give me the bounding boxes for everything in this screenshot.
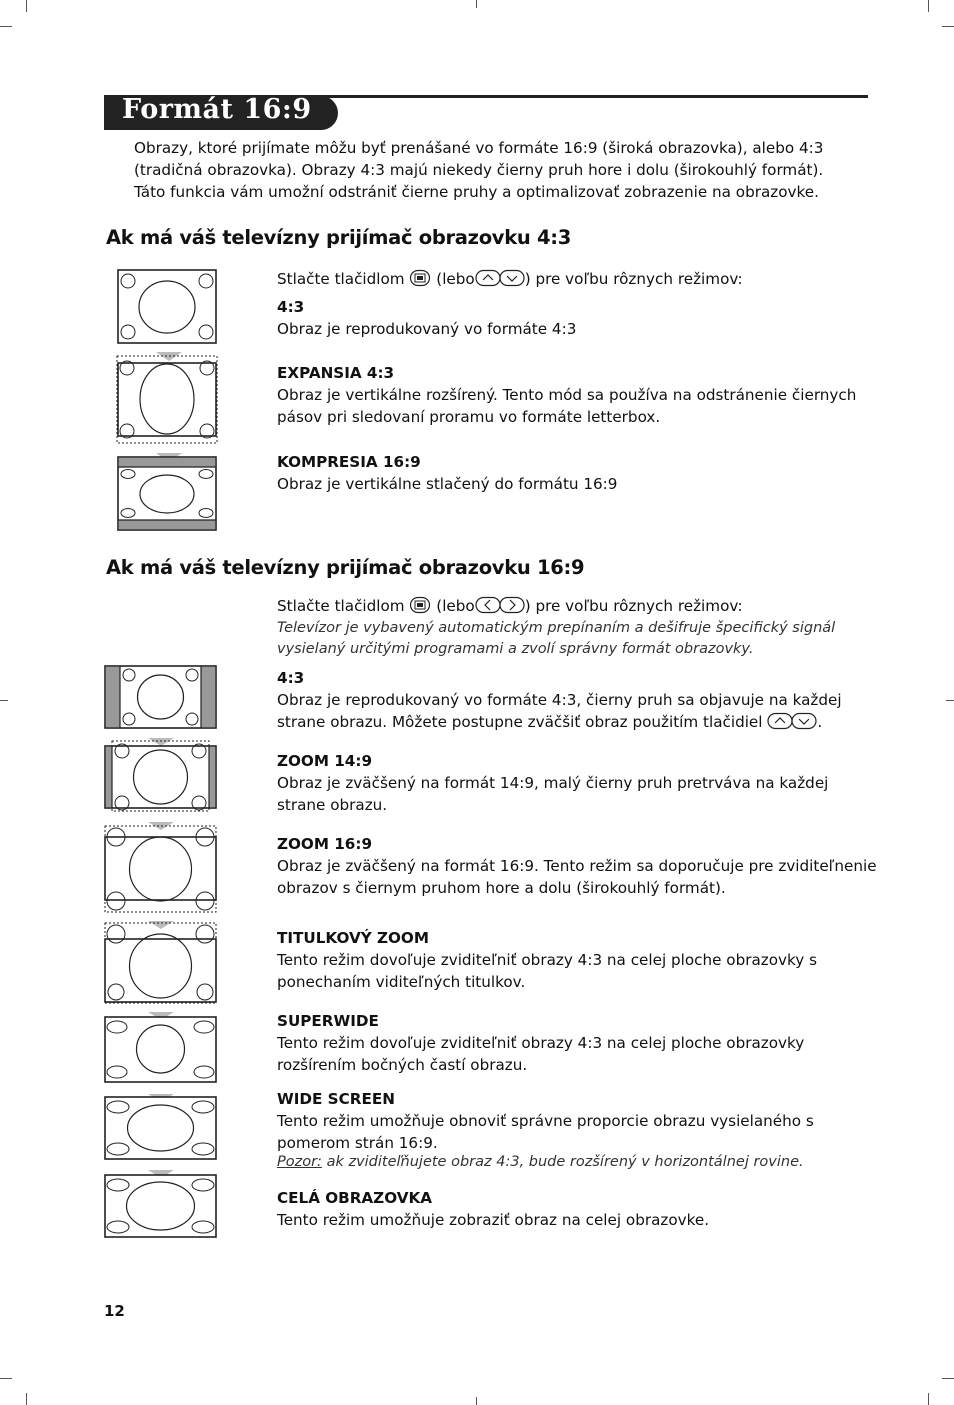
caution-label: Pozor: (277, 1154, 322, 1170)
up-down-keys-icon (475, 269, 525, 293)
screen-superwide-illustration (104, 1016, 217, 1084)
mode-169-43: 4:3 Obraz je reprodukovaný vo formáte 4:3, čierny pruh sa objavuje na každej strane obrazu. Môžete postupne zväčšiť obraz použitím tlačidiel . (277, 667, 882, 736)
auto-switch-note: Televízor je vybavený automatickým prepínaním a dešifruje špecifický signál vysielaný určitými programami a zvolí správny formát obrazovky. (277, 620, 836, 657)
crop-mark (928, 1393, 929, 1405)
mode-zoom-149 (277, 750, 877, 816)
mode-superwide (277, 1010, 882, 1076)
instruction-post: ) pre voľbu rôznych režimov: (524, 270, 743, 288)
mode-desc: Obraz je reprodukovaný vo formáte 4:3, čierny pruh sa objavuje na každej strane obrazu. Môžete postupne zväčšiť obraz použitím tlačidiel (277, 691, 842, 731)
screen-titulkovy-zoom-illustration (104, 922, 217, 1004)
screen-43-illustration (117, 269, 218, 345)
mode-43 (277, 296, 877, 340)
caution-text: ak zviditeľňujete obraz 4:3, bude rozšírený v horizontálnej rovine. (326, 1154, 804, 1170)
mode-desc: Obraz je vertikálne stlačený do formátu 16:9 (277, 475, 618, 493)
page-title: Formát 16:9 (122, 94, 312, 125)
mode-label: EXPANSIA 4:3 (277, 364, 395, 382)
mode-label: SUPERWIDE (277, 1012, 379, 1030)
screen-expansia-illustration (116, 355, 219, 445)
mode-desc: Tento režim umožňuje obnoviť správne proporcie obrazu vysielaného s pomerom strán 16:9. (277, 1112, 814, 1152)
crop-mark (942, 26, 954, 27)
format-button-icon (409, 269, 431, 293)
crop-mark (476, 0, 477, 8)
mode-label: CELÁ OBRAZOVKA (277, 1189, 432, 1207)
mode-desc: Tento režim dovoľuje zviditeľniť obrazy 4:3 na celej ploche obrazovky s ponechaním viditeľných titulkov. (277, 951, 818, 991)
section-43-heading: Ak má váš televízny prijímač obrazovku 4:3 (106, 226, 571, 249)
mode-kompresia (277, 451, 877, 495)
mode-zoom-169 (277, 833, 877, 899)
left-right-keys-icon (475, 596, 525, 620)
crop-mark (0, 26, 12, 27)
crop-mark (0, 1378, 12, 1379)
instruction-pre: Stlačte tlačidlom (277, 270, 405, 288)
screen-kompresia-illustration (117, 456, 218, 532)
section-169-instruction (277, 595, 877, 620)
screen-zoom-169-illustration (104, 825, 217, 913)
page-number: 12 (104, 1302, 125, 1320)
mode-label: WIDE SCREEN (277, 1090, 395, 1108)
mode-desc: Tento režim umožňuje zobraziť obraz na celej obrazovke. (277, 1211, 710, 1229)
instruction-mid: (lebo (436, 270, 475, 288)
format-button-icon (409, 596, 431, 620)
crop-mark (942, 1378, 954, 1379)
crop-mark (26, 1393, 27, 1405)
mode-desc: Obraz je reprodukovaný vo formáte 4:3 (277, 320, 577, 338)
screen-wide-screen-illustration (104, 1096, 217, 1160)
mode-desc: Obraz je vertikálne rozšírený. Tento mód sa používa na odstránenie čiernych pásov pri sledovaní proramu vo formáte letterbox. (277, 386, 857, 426)
mode-cela-obrazovka (277, 1187, 877, 1231)
crop-mark (0, 700, 8, 701)
crop-mark (476, 1397, 477, 1405)
mode-label: TITULKOVÝ ZOOM (277, 929, 429, 947)
section-169-heading: Ak má váš televízny prijímač obrazovku 16:9 (106, 556, 585, 579)
screen-zoom-149-illustration (104, 740, 217, 812)
mode-desc: Tento režim dovoľuje zviditeľniť obrazy 4:3 na celej ploche obrazovky rozšírením bočných častí obrazu. (277, 1034, 805, 1074)
section-43-instruction (277, 268, 877, 293)
crop-mark (26, 0, 27, 12)
instruction-mid: (lebo (436, 597, 475, 615)
crop-mark (946, 700, 954, 701)
mode-desc: Obraz je zväčšený na formát 16:9. Tento režim sa doporučuje pre zviditeľnenie obrazov s čiernym pruhom hore a dolu (širokouhlý formát). (277, 857, 877, 897)
mode-label: 4:3 (277, 669, 305, 687)
mode-wide-screen (277, 1088, 882, 1154)
instruction-pre: Stlačte tlačidlom (277, 597, 405, 615)
crop-mark (928, 0, 929, 12)
mode-label: KOMPRESIA 16:9 (277, 453, 421, 471)
instruction-post: ) pre voľbu rôznych režimov: (524, 597, 743, 615)
caution-note (277, 1152, 877, 1173)
mode-label: ZOOM 16:9 (277, 835, 373, 853)
mode-titulkovy-zoom (277, 927, 889, 993)
screen-169-43-illustration (104, 665, 217, 729)
mode-desc: Obraz je zväčšený na formát 14:9, malý čierny pruh pretrváva na každej strane obrazu. (277, 774, 829, 814)
screen-cela-obrazovka-illustration (104, 1174, 217, 1238)
mode-expansia (277, 362, 882, 428)
up-down-keys-icon (767, 712, 817, 736)
mode-label: ZOOM 14:9 (277, 752, 373, 770)
mode-label: 4:3 (277, 298, 305, 316)
intro-paragraph: Obrazy, ktoré prijímate môžu byť prenášané vo formáte 16:9 (široká obrazovka), alebo 4:3 (tradičná obrazovka). Obrazy 4:3 majú niekedy čierny pruh hore i dolu (širokouhlý formát). Táto funkcia vám umožní odstrániť čierne pruhy a optimalizovať zobrazenie na obrazovke. (134, 139, 824, 201)
